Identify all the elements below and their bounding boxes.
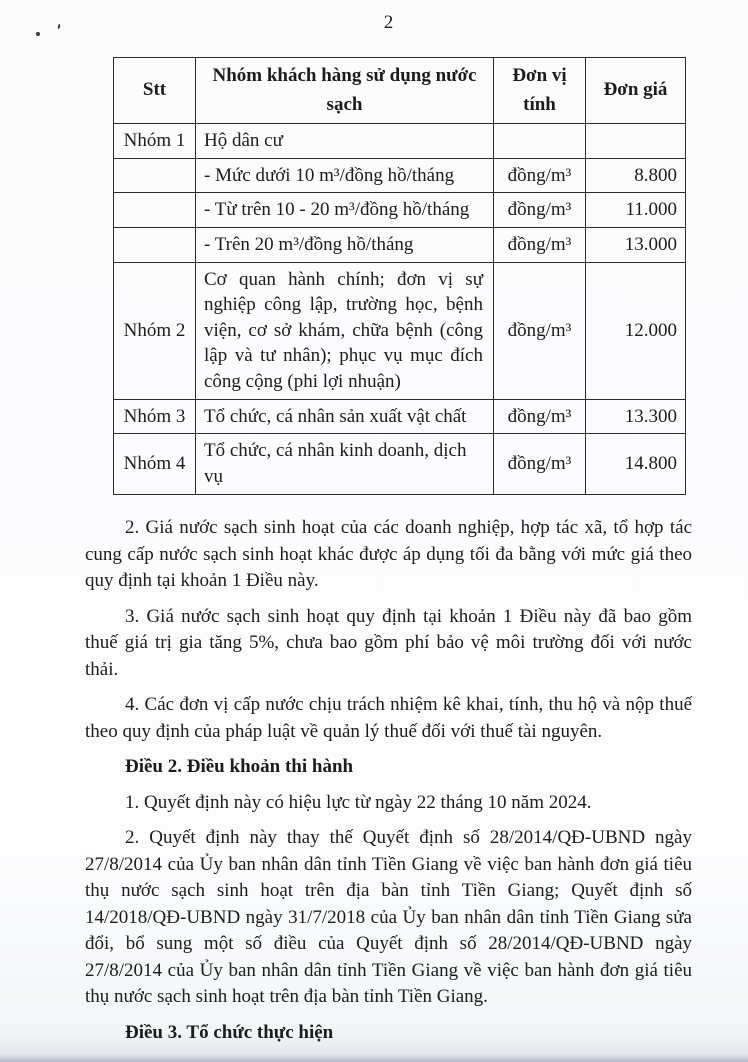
table-header-row bbox=[114, 58, 686, 124]
row-group: Tổ chức, cá nhân kinh doanh, dịch vụ bbox=[196, 434, 494, 494]
article2-heading: Điều 2. Điều khoản thi hành bbox=[125, 756, 354, 777]
row-stt: Nhóm 4 bbox=[114, 434, 196, 494]
row-unit: đồng/m³ bbox=[494, 158, 586, 193]
row-price: 14.800 bbox=[586, 434, 686, 494]
table-row bbox=[114, 124, 686, 159]
water-price-table bbox=[113, 57, 686, 495]
row-unit: đồng/m³ bbox=[494, 434, 586, 494]
row-price bbox=[586, 124, 686, 159]
scan-speck bbox=[36, 32, 40, 36]
article2-clause2: 2. Quyết định này thay thế Quyết định số 28/2014/QĐ-UBND ngày 27/8/2014 của Ủy ban nhân dân tỉnh Tiền Giang về việc ban hành đơn giá tiêu thụ nước sạch sinh hoạt trên địa bàn tỉnh Tiền Giang; Quyết định số 14/2018/QĐ-UBND ngày 31/7/2018 của Ủy ban nhân dân tỉnh Tiền Giang sửa đổi, bổ sung một số điều của Quyết định số 28/2014/QĐ-UBND ngày 27/8/2014 của Ủy ban nhân dân tỉnh Tiền Giang về việc ban hành đơn giá tiêu thụ nước sạch sinh hoạt trên địa bàn tỉnh Tiền Giang. bbox=[85, 827, 692, 1007]
header-stt: Stt bbox=[114, 58, 196, 124]
row-price: 13.300 bbox=[586, 399, 686, 434]
header-price: Đơn giá bbox=[586, 58, 686, 124]
row-stt: Nhóm 3 bbox=[114, 399, 196, 434]
row-unit: đồng/m³ bbox=[494, 193, 586, 228]
row-stt: Nhóm 1 bbox=[114, 124, 196, 159]
row-unit: đồng/m³ bbox=[494, 262, 586, 399]
row-unit bbox=[494, 124, 586, 159]
row-price: 12.000 bbox=[586, 262, 686, 399]
table-row bbox=[114, 262, 686, 399]
table-row bbox=[114, 434, 686, 494]
row-stt bbox=[114, 227, 196, 262]
row-stt: Nhóm 2 bbox=[114, 262, 196, 399]
article2-clause1: 1. Quyết định này có hiệu lực từ ngày 22 tháng 10 năm 2024. bbox=[125, 791, 592, 813]
header-unit: Đơn vị tính bbox=[494, 58, 586, 124]
header-group: Nhóm khách hàng sử dụng nước sạch bbox=[196, 58, 494, 124]
row-unit: đồng/m³ bbox=[494, 399, 586, 434]
article1-clause2: 2. Giá nước sạch sinh hoạt của các doanh nghiệp, hợp tác xã, tổ hợp tác cung cấp nước sạch sinh hoạt khác được áp dụng tối đa bằng với mức giá theo quy định tại khoản 1 Điều này. bbox=[85, 517, 692, 591]
row-price: 8.800 bbox=[586, 158, 686, 193]
row-price: 13.000 bbox=[586, 227, 686, 262]
article1-clause3: 3. Giá nước sạch sinh hoạt quy định tại khoản 1 Điều này đã bao gồm thuế giá trị gia tăng 5%, chưa bao gồm phí bảo vệ môi trường đối với nước thải. bbox=[85, 605, 692, 680]
page-number: 2 bbox=[383, 12, 394, 33]
row-unit: đồng/m³ bbox=[494, 227, 586, 262]
article1-clause4: 4. Các đơn vị cấp nước chịu trách nhiệm kê khai, tính, thu hộ và nộp thuế theo quy định của pháp luật về quản lý thuế đối với thuế tài nguyên. bbox=[85, 694, 692, 742]
table-row bbox=[114, 399, 686, 434]
row-price: 11.000 bbox=[586, 193, 686, 228]
document-body bbox=[85, 515, 692, 1055]
row-group: Tổ chức, cá nhân sản xuất vật chất bbox=[196, 399, 494, 434]
scan-edge-shadow bbox=[0, 1055, 748, 1062]
row-group: - Trên 20 m³/đồng hồ/tháng bbox=[196, 227, 494, 262]
row-group: Hộ dân cư bbox=[196, 124, 494, 159]
row-stt bbox=[114, 158, 196, 193]
row-stt bbox=[114, 193, 196, 228]
table-row bbox=[114, 158, 686, 193]
table-row bbox=[114, 227, 686, 262]
row-group: - Từ trên 10 - 20 m³/đồng hồ/tháng bbox=[196, 193, 494, 228]
row-group: Cơ quan hành chính; đơn vị sự nghiệp công lập, trường học, bệnh viện, cơ sở khám, chữa bệnh (công lập và tư nhân); phục vụ mục đích công cộng (phi lợi nhuận) bbox=[196, 262, 494, 399]
table-row bbox=[114, 193, 686, 228]
row-group: - Mức dưới 10 m³/đồng hồ/tháng bbox=[196, 158, 494, 193]
scan-speck bbox=[58, 24, 61, 29]
article3-heading: Điều 3. Tổ chức thực hiện bbox=[125, 1021, 334, 1043]
